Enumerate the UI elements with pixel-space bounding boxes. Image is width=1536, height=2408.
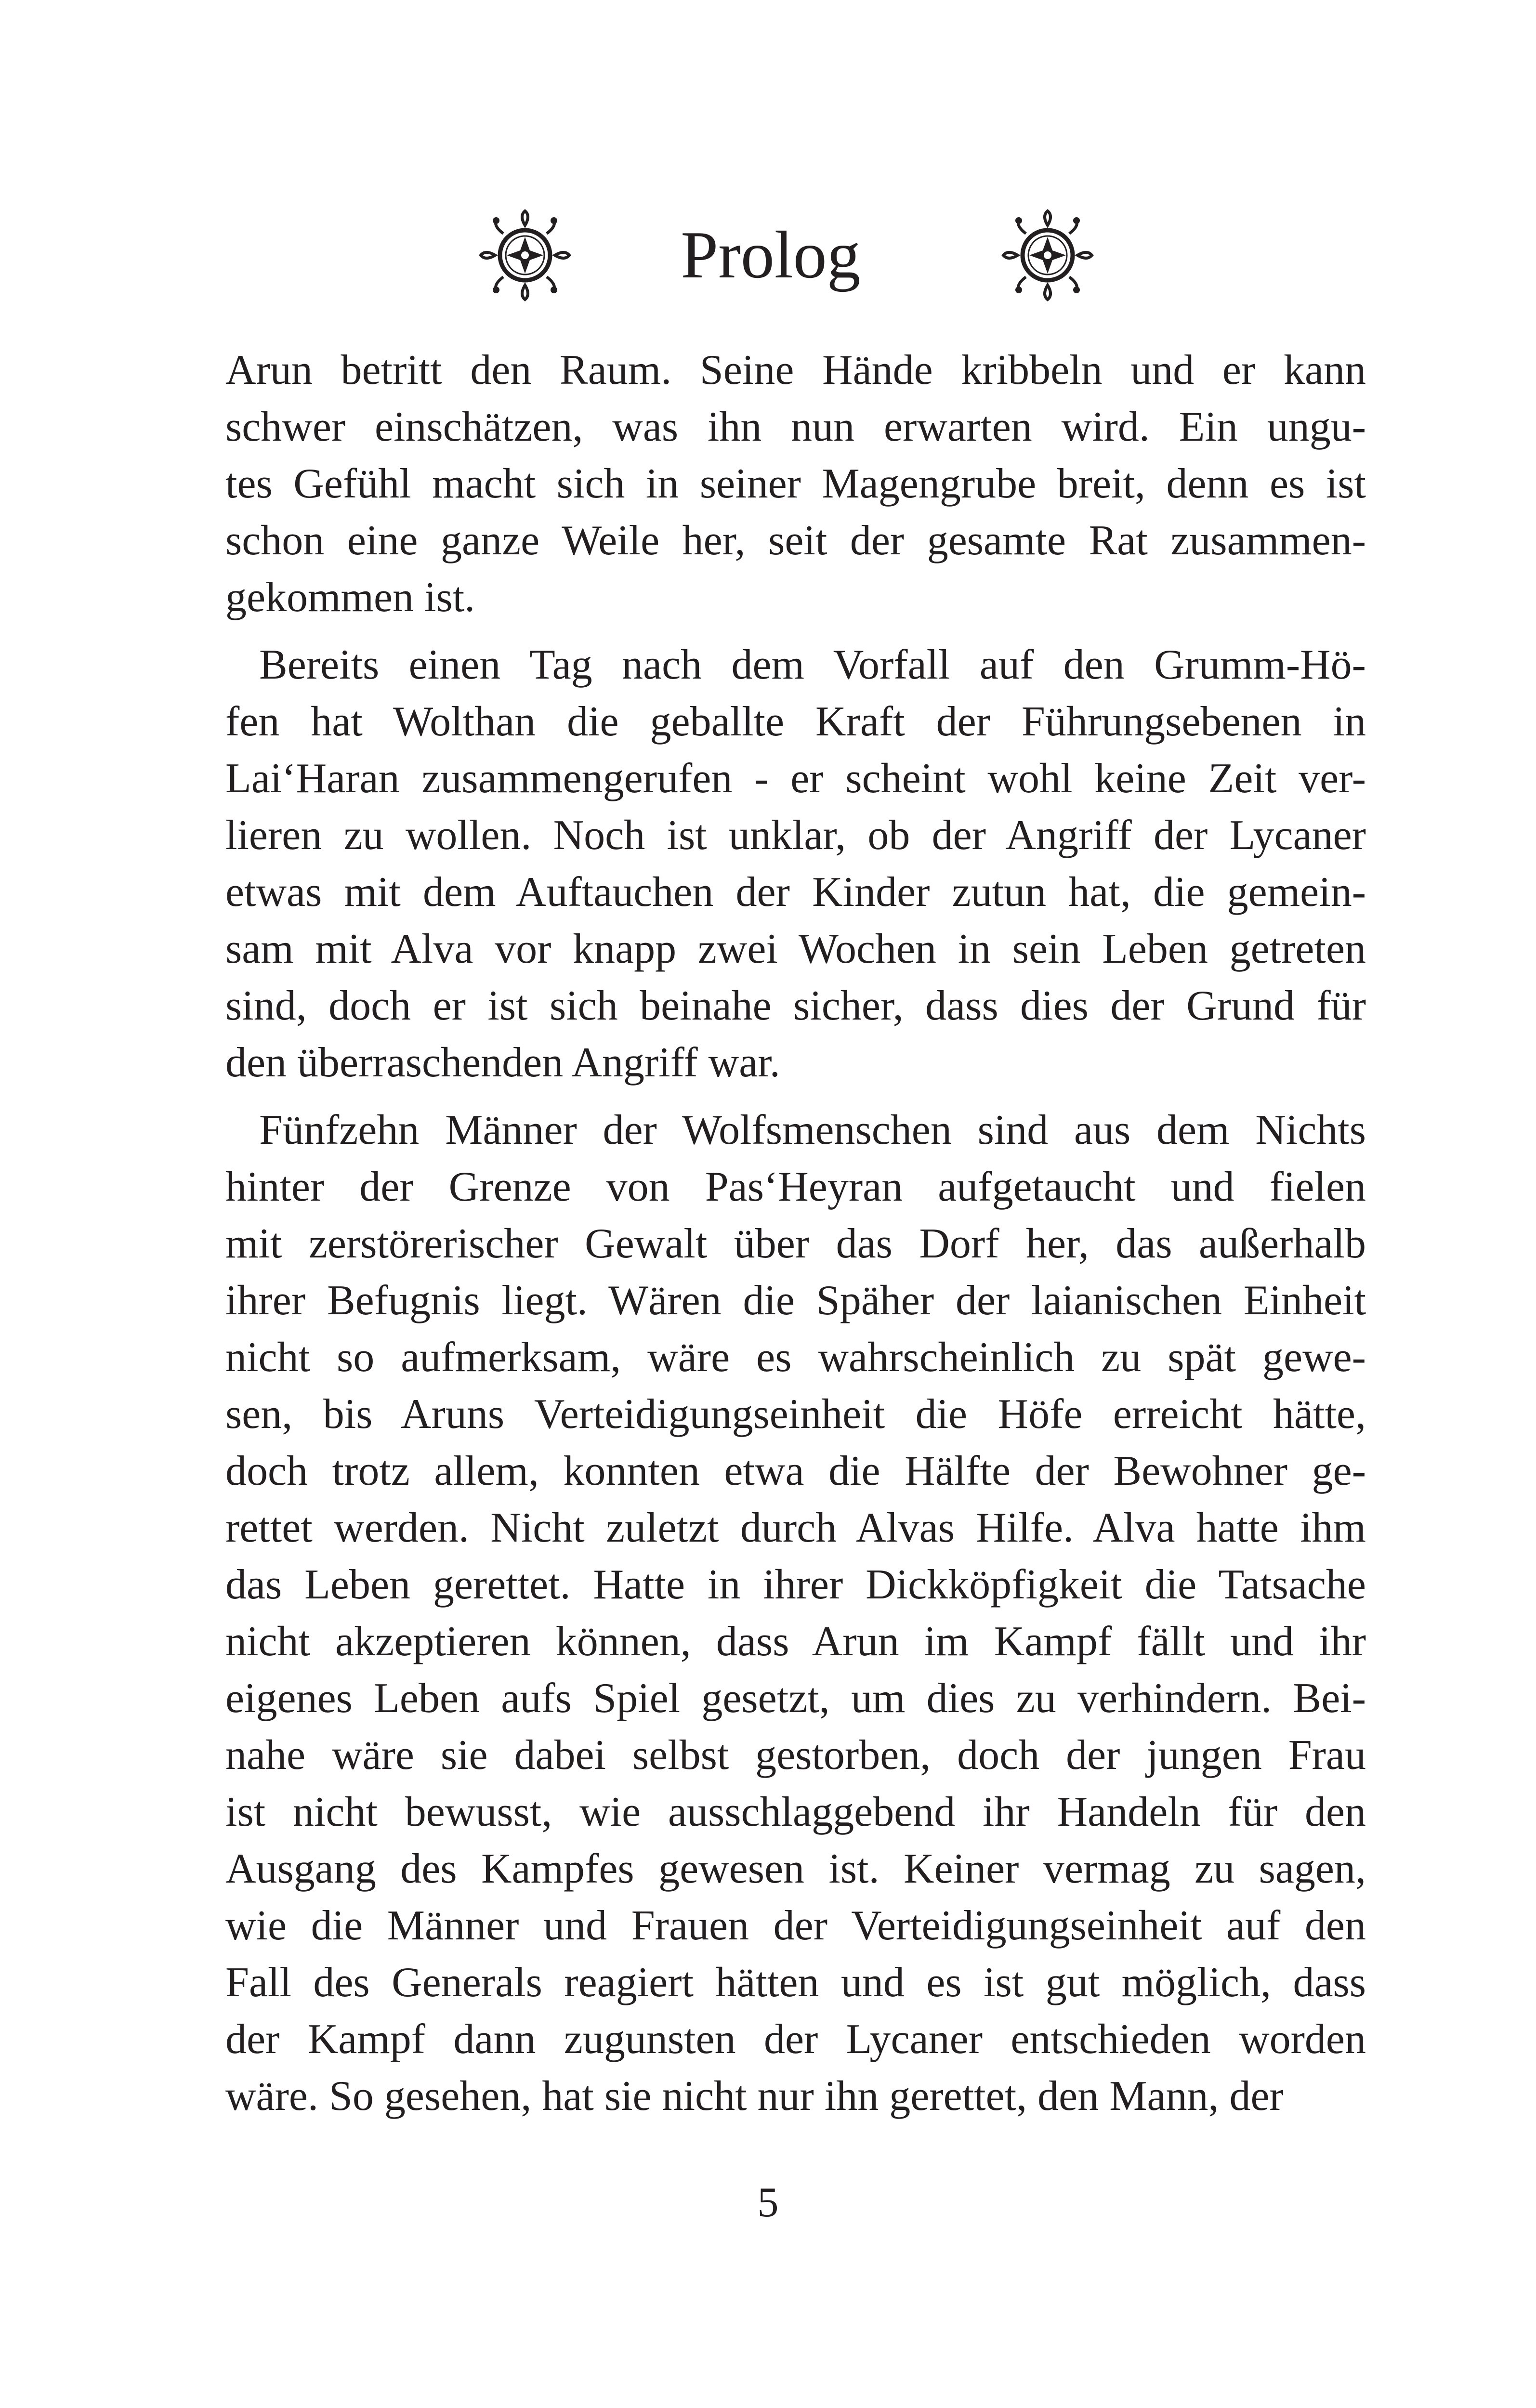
text-line: schwer einschätzen, was ihn nun erwarten wird. Ein ungu- <box>225 404 1366 450</box>
text-line: nahe wäre sie dabei selbst gestorben, doch der jungen Frau <box>225 1732 1366 1779</box>
text-line: Fall des Generals reagiert hätten und es ist gut möglich, dass <box>225 1959 1366 2006</box>
chapter-title: Prolog <box>681 218 861 292</box>
text-line: Bereits einen Tag nach dem Vorfall auf den Grumm-Hö- <box>259 641 1366 688</box>
text-line: das Leben gerettet. Hatte in ihrer Dickköpfigkeit die Tatsache <box>225 1561 1366 1608</box>
body-text <box>225 342 1366 2125</box>
text-line: schon eine ganze Weile her, seit der gesamte Rat zusammen- <box>225 517 1366 564</box>
page-number: 5 <box>757 2179 779 2226</box>
rosette-ornament-icon <box>477 207 573 303</box>
text-line: lieren zu wollen. Noch ist unklar, ob der Angriff der Lycaner <box>225 812 1366 859</box>
text-line: sen, bis Aruns Verteidigungseinheit die Höfe erreicht hätte, <box>225 1391 1366 1438</box>
text-line: rettet werden. Nicht zuletzt durch Alvas Hilfe. Alva hatte ihm <box>225 1505 1366 1551</box>
rosette-ornament-icon <box>999 207 1096 303</box>
text-line: der Kampf dann zugunsten der Lycaner entschieden worden <box>225 2016 1366 2063</box>
text-line: Lai‘Haran zusammengerufen - er scheint wohl keine Zeit ver- <box>225 755 1366 802</box>
text-line: Arun betritt den Raum. Seine Hände kribbeln und er kann <box>225 347 1366 393</box>
paragraph <box>225 637 1366 1091</box>
text-line: fen hat Wolthan die geballte Kraft der Führungsebenen in <box>225 698 1366 745</box>
text-line: tes Gefühl macht sich in seiner Magengrube breit, denn es ist <box>225 460 1366 507</box>
text-line: hinter der Grenze von Pas‘Heyran aufgetaucht und fielen <box>225 1164 1366 1210</box>
chapter-heading <box>0 207 1536 303</box>
text-line: wäre. So gesehen, hat sie nicht nur ihn gerettet, den Mann, der <box>225 2073 1284 2120</box>
text-line: Fünfzehn Männer der Wolfsmenschen sind aus dem Nichts <box>259 1107 1366 1153</box>
text-line: Ausgang des Kampfes gewesen ist. Keiner vermag zu sagen, <box>225 1845 1366 1892</box>
text-line: sam mit Alva vor knapp zwei Wochen in sein Leben getreten <box>225 926 1366 972</box>
text-line: wie die Männer und Frauen der Verteidigungseinheit auf den <box>225 1902 1366 1949</box>
text-line: doch trotz allem, konnten etwa die Hälfte der Bewohner ge- <box>225 1448 1366 1494</box>
text-line: gekommen ist. <box>225 574 475 621</box>
paragraph <box>225 1102 1366 2125</box>
text-line: den überraschenden Angriff war. <box>225 1039 780 1086</box>
text-line: nicht so aufmerksam, wäre es wahrscheinlich zu spät gewe- <box>225 1334 1366 1381</box>
text-line: ist nicht bewusst, wie ausschlaggebend ihr Handeln für den <box>225 1789 1366 1835</box>
text-line: etwas mit dem Auftauchen der Kinder zutun hat, die gemein- <box>225 869 1366 916</box>
paragraph <box>225 342 1366 626</box>
text-line: sind, doch er ist sich beinahe sicher, dass dies der Grund für <box>225 982 1366 1029</box>
text-line: ihrer Befugnis liegt. Wären die Späher der laianischen Einheit <box>225 1277 1366 1324</box>
text-line: nicht akzeptieren können, dass Arun im Kampf fällt und ihr <box>225 1618 1366 1665</box>
text-line: mit zerstörerischer Gewalt über das Dorf her, das außerhalb <box>225 1220 1366 1267</box>
text-line: eigenes Leben aufs Spiel gesetzt, um dies zu verhindern. Bei- <box>225 1675 1366 1722</box>
